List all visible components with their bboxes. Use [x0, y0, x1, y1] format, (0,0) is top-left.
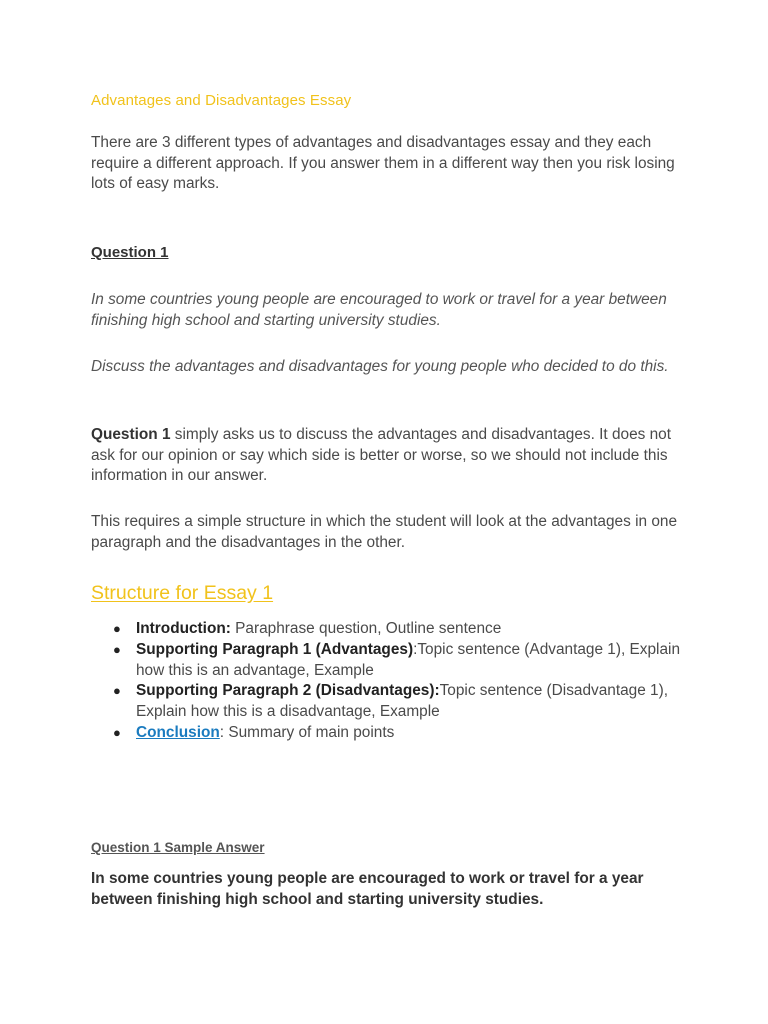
structure-note: This requires a simple structure in which the student will look at the advantages in one paragraph and the disadvantages in the other. — [91, 513, 678, 551]
list-item-label: Supporting Paragraph 2 (Disadvantages): — [136, 682, 440, 700]
question-1-prompt-2: Discuss the advantages and disadvantages for young people who decided to do this. — [91, 358, 669, 375]
bullet-icon: ● — [113, 724, 121, 740]
list-item — [91, 723, 691, 744]
list-item — [91, 640, 691, 682]
bullet-icon: ● — [113, 683, 121, 699]
question-1-explanation-text: simply asks us to discuss the advantages and disadvantages. It does not ask for our opinion or say which side is better or worse, so we should not include this information in our answer. — [91, 426, 672, 484]
list-item-label: Supporting Paragraph 1 (Advantages) — [136, 640, 414, 658]
question-1-explanation-lead: Question 1 — [91, 426, 171, 443]
question-1-explanation — [91, 425, 686, 487]
list-item — [91, 619, 691, 640]
conclusion-link[interactable]: Conclusion — [136, 723, 220, 741]
question-1-prompt-1: In some countries young people are encouraged to work or travel for a year between finishing high school and starting university studies. — [91, 291, 667, 329]
bullet-icon: ● — [113, 641, 121, 657]
sample-answer-heading: Question 1 Sample Answer — [91, 840, 265, 855]
list-item-text: : Summary of main points — [219, 723, 395, 741]
bullet-icon: ● — [113, 621, 121, 636]
list-item-text: :Topic sentence (Advantage 1), Explain how this is an advantage, Example — [136, 640, 681, 679]
structure-list — [91, 619, 691, 744]
list-item-text: Paraphrase question, Outline sentence — [230, 620, 502, 637]
question-1-heading: Question 1 — [91, 244, 169, 261]
list-item-text: Topic sentence (Disadvantage 1), Explain how this is a disadvantage, Example — [136, 682, 669, 721]
list-item-label: Introduction: — [136, 620, 231, 637]
structure-heading: Structure for Essay 1 — [91, 582, 274, 604]
document-title: Advantages and Disadvantages Essay — [91, 92, 352, 109]
sample-answer-text: In some countries young people are encouraged to work or travel for a year between finishing high school and starting university studies. — [91, 870, 644, 908]
list-item — [91, 681, 691, 723]
intro-paragraph: There are 3 different types of advantages and disadvantages essay and they each require a different approach. If you answer them in a different way then you risk losing lots of easy marks. — [91, 134, 675, 192]
